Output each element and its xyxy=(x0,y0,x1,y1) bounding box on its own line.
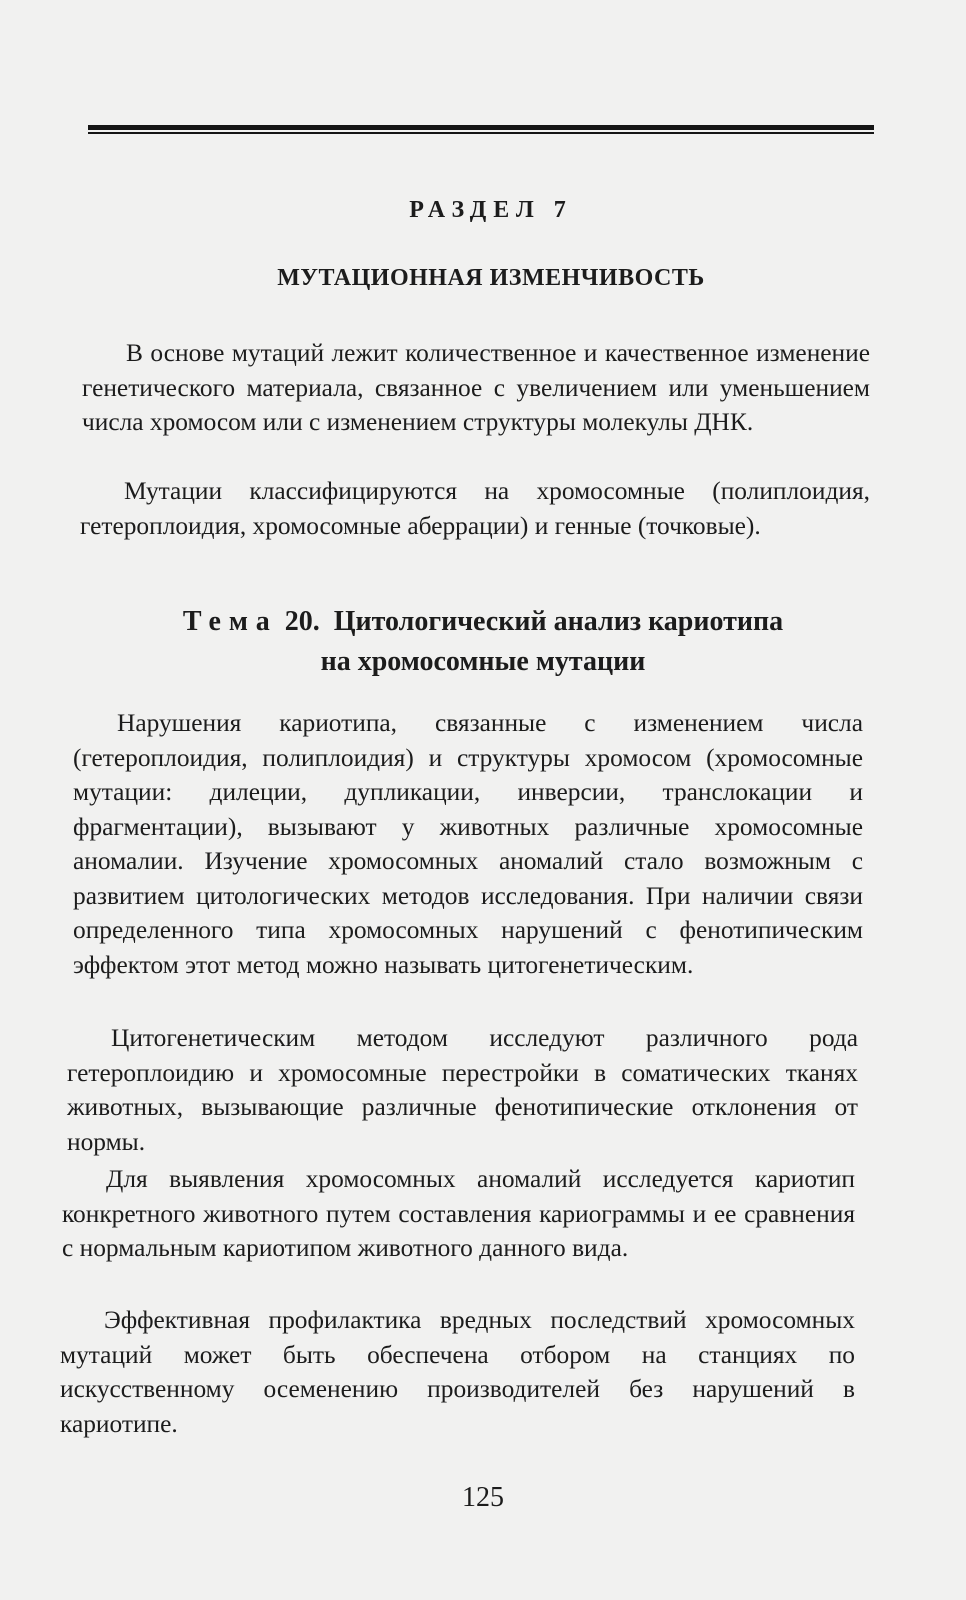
section-paragraph: В основе мутаций лежит количественное и качественное изменение генетического материала, связанное с увеличением или уменьшением числа хромосом или с изменением структуры молекулы ДНК. xyxy=(82,339,870,436)
topic-title-line2: на хромосомные мутации xyxy=(320,646,646,677)
page-number: 125 xyxy=(462,1482,504,1513)
topic-paragraph: Для выявления хромосомных аномалий исследуется кариотип конкретного животного путем составления кариограммы и ее сравнения с нормальным кариотипом животного данного вида. xyxy=(62,1165,855,1262)
section-title: МУТАЦИОННАЯ ИЗМЕНЧИВОСТЬ xyxy=(277,265,705,291)
topic-paragraph: Нарушения кариотипа, связанные с изменением числа (гетероплоидия, полиплоидия) и структуры хромосом (хромосомные мутации: дилеции, дупликации, инверсии, транслокации и фрагментации), вызывают у животных различные хромосомные аномалии. Изучение хромосомных аномалий стало возможным с развитием цитологических методов исследования. При наличии связи определенного типа хромосомных нарушений с фенотипическим эффектом этот метод можно называть цитогенетическим. xyxy=(73,709,863,979)
topic-number: 20. xyxy=(284,606,320,637)
topic-paragraph: Эффективная профилактика вредных последствий хромосомных мутаций может быть обеспечена отбором на станциях по искусственному осеменению производителей без нарушений в кариотипе. xyxy=(60,1306,855,1438)
topic-prefix: Тема xyxy=(182,606,278,637)
section-paragraph: Мутации классифицируются на хромосомные (полиплоидия, гетероплоидия, хромосомные аберрации) и генные (точковые). xyxy=(80,477,870,540)
section-label: РАЗДЕЛ 7 xyxy=(409,197,573,223)
topic-paragraph: Цитогенетическим методом исследуют различного рода гетероплоидию и хромосомные перестройки в соматических тканях животных, вызывающие различные фенотипические отклонения от нормы. xyxy=(67,1024,858,1156)
topic-title-line1: Цитологический анализ кариотипа xyxy=(333,606,784,637)
topic-heading xyxy=(0,602,966,642)
header-rule-thin xyxy=(88,132,874,134)
header-rule-thick xyxy=(88,125,874,130)
